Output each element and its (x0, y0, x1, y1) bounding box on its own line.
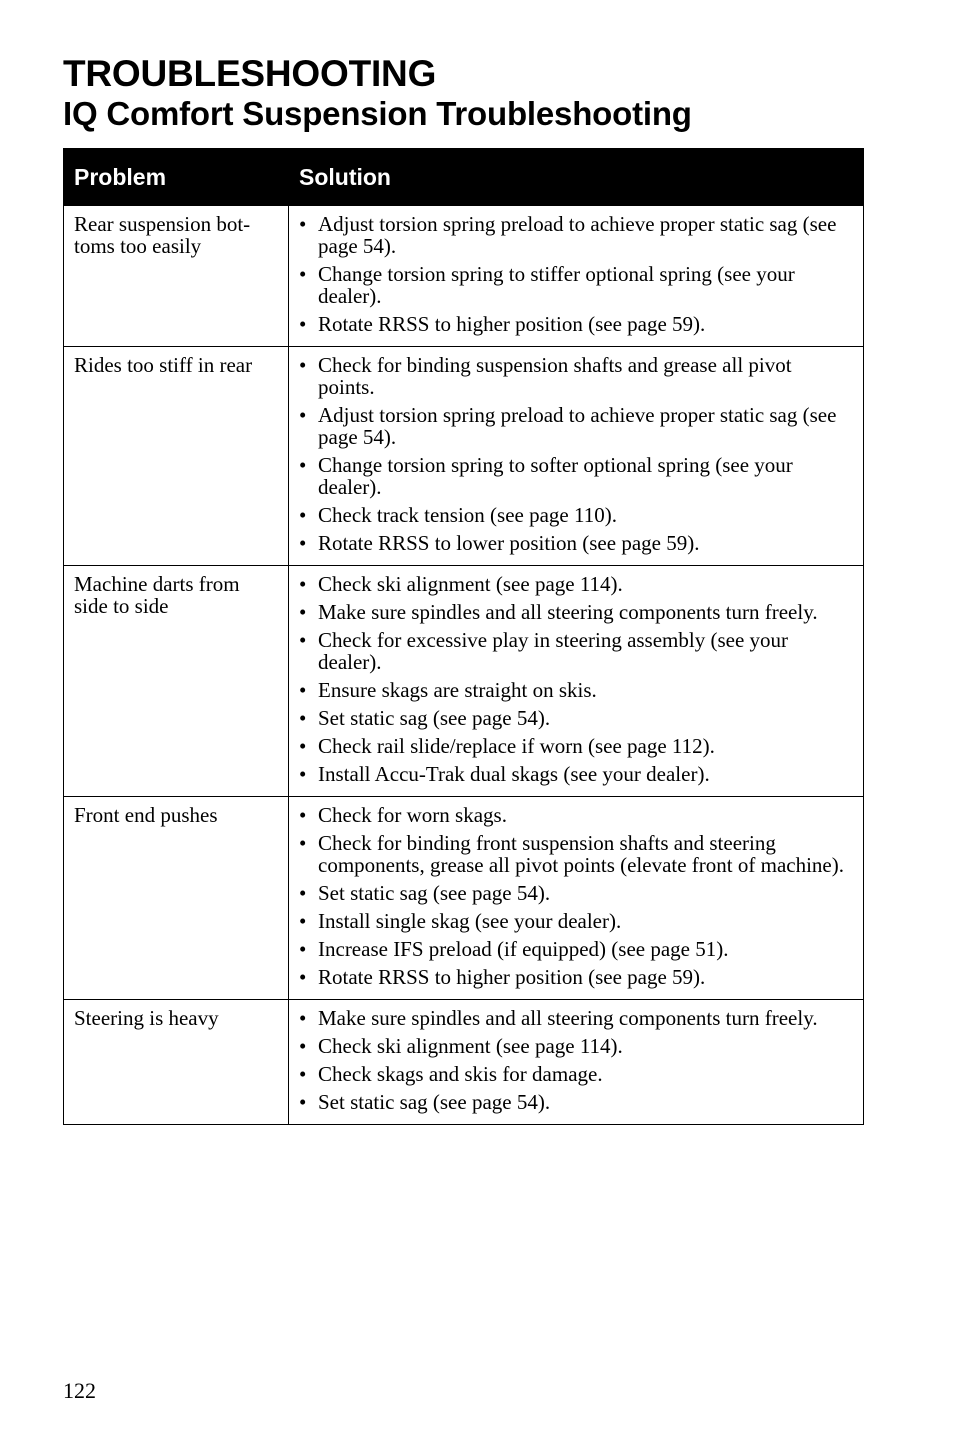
solution-text: Check for worn skags. (318, 803, 507, 827)
solution-text: Install Accu-Trak dual skags (see your dealer). (318, 762, 710, 786)
bullet-icon: • (299, 1090, 307, 1114)
bullet-icon: • (299, 628, 307, 652)
solution-text: Check ski alignment (see page 114). (318, 572, 623, 596)
table-row (64, 1000, 864, 1125)
table-header-row (64, 149, 864, 206)
solution-text: Check track tension (see page 110). (318, 503, 617, 527)
solution-cell (289, 566, 864, 797)
solution-text: Set static sag (see page 54). (318, 881, 551, 905)
solution-item (299, 735, 853, 757)
solution-item (299, 504, 853, 526)
page-content (63, 52, 863, 1125)
solution-list (299, 354, 853, 554)
solution-text: Ensure skags are straight on skis. (318, 678, 597, 702)
solution-cell (289, 1000, 864, 1125)
solution-item (299, 354, 853, 398)
solution-item (299, 1007, 853, 1029)
solution-item (299, 404, 853, 448)
solution-item (299, 882, 853, 904)
solution-cell (289, 347, 864, 566)
solution-item (299, 679, 853, 701)
problem-cell: Rides too stiff in rear (64, 347, 289, 566)
solution-text: Check ski alignment (see page 114). (318, 1034, 623, 1058)
bullet-icon: • (299, 706, 307, 730)
solution-list (299, 573, 853, 785)
solution-text: Check for excessive play in steering assembly (see your dealer). (318, 628, 789, 674)
table-row (64, 347, 864, 566)
solution-item (299, 910, 853, 932)
solution-text: Change torsion spring to stiffer optional spring (see your dealer). (318, 262, 795, 308)
bullet-icon: • (299, 1006, 307, 1030)
bullet-icon: • (299, 212, 307, 236)
bullet-icon: • (299, 503, 307, 527)
solution-text: Adjust torsion spring preload to achieve proper static sag (see page 54). (318, 212, 837, 258)
solution-text: Install single skag (see your dealer). (318, 909, 622, 933)
solution-text: Check for binding suspension shafts and grease all pivot points. (318, 353, 792, 399)
solution-text: Set static sag (see page 54). (318, 706, 551, 730)
solution-list (299, 1007, 853, 1113)
bullet-icon: • (299, 1062, 307, 1086)
bullet-icon: • (299, 762, 307, 786)
column-header-problem: Problem (64, 149, 289, 206)
bullet-icon: • (299, 262, 307, 286)
solution-text: Rotate RRSS to lower position (see page 59). (318, 531, 700, 555)
solution-text: Increase IFS preload (if equipped) (see page 51). (318, 937, 729, 961)
solution-text: Check for binding front suspension shafts and steering components, grease all pivot points (elevate front of machine). (318, 831, 844, 877)
solution-cell (289, 206, 864, 347)
troubleshooting-table (63, 148, 864, 1125)
bullet-icon: • (299, 965, 307, 989)
solution-item (299, 313, 853, 335)
table-row (64, 206, 864, 347)
section-subtitle: IQ Comfort Suspension Troubleshooting (63, 95, 692, 132)
solution-item (299, 263, 853, 307)
solution-text: Check skags and skis for damage. (318, 1062, 603, 1086)
solution-item (299, 629, 853, 673)
bullet-icon: • (299, 453, 307, 477)
solution-item (299, 763, 853, 785)
solution-item (299, 938, 853, 960)
solution-text: Adjust torsion spring preload to achieve proper static sag (see page 54). (318, 403, 837, 449)
solution-item (299, 532, 853, 554)
bullet-icon: • (299, 734, 307, 758)
solution-item (299, 1091, 853, 1113)
bullet-icon: • (299, 881, 307, 905)
bullet-icon: • (299, 831, 307, 855)
bullet-icon: • (299, 937, 307, 961)
problem-cell: Machine darts from side to side (64, 566, 289, 797)
solution-text: Rotate RRSS to higher position (see page 59). (318, 965, 706, 989)
bullet-icon: • (299, 572, 307, 596)
bullet-icon: • (299, 353, 307, 377)
solution-text: Make sure spindles and all steering components turn freely. (318, 600, 818, 624)
problem-cell: Rear suspension bot-toms too easily (64, 206, 289, 347)
solution-item (299, 707, 853, 729)
page-title: TROUBLESHOOTING (63, 53, 437, 94)
page-number: 122 (63, 1378, 96, 1403)
solution-text: Rotate RRSS to higher position (see page 59). (318, 312, 706, 336)
solution-text: Set static sag (see page 54). (318, 1090, 551, 1114)
solution-item (299, 832, 853, 876)
solution-item (299, 601, 853, 623)
solution-text: Check rail slide/replace if worn (see page 112). (318, 734, 715, 758)
bullet-icon: • (299, 403, 307, 427)
solution-list (299, 804, 853, 988)
bullet-icon: • (299, 909, 307, 933)
solution-item (299, 804, 853, 826)
bullet-icon: • (299, 531, 307, 555)
solution-item (299, 573, 853, 595)
table-row (64, 797, 864, 1000)
solution-cell (289, 797, 864, 1000)
bullet-icon: • (299, 803, 307, 827)
bullet-icon: • (299, 312, 307, 336)
solution-item (299, 966, 853, 988)
problem-cell: Steering is heavy (64, 1000, 289, 1125)
solution-item (299, 1035, 853, 1057)
column-header-solution: Solution (289, 149, 864, 206)
solution-item (299, 454, 853, 498)
solution-text: Change torsion spring to softer optional spring (see your dealer). (318, 453, 793, 499)
solution-item (299, 1063, 853, 1085)
bullet-icon: • (299, 678, 307, 702)
table-row (64, 566, 864, 797)
solution-item (299, 213, 853, 257)
bullet-icon: • (299, 1034, 307, 1058)
problem-cell: Front end pushes (64, 797, 289, 1000)
solution-list (299, 213, 853, 335)
bullet-icon: • (299, 600, 307, 624)
solution-text: Make sure spindles and all steering components turn freely. (318, 1006, 818, 1030)
